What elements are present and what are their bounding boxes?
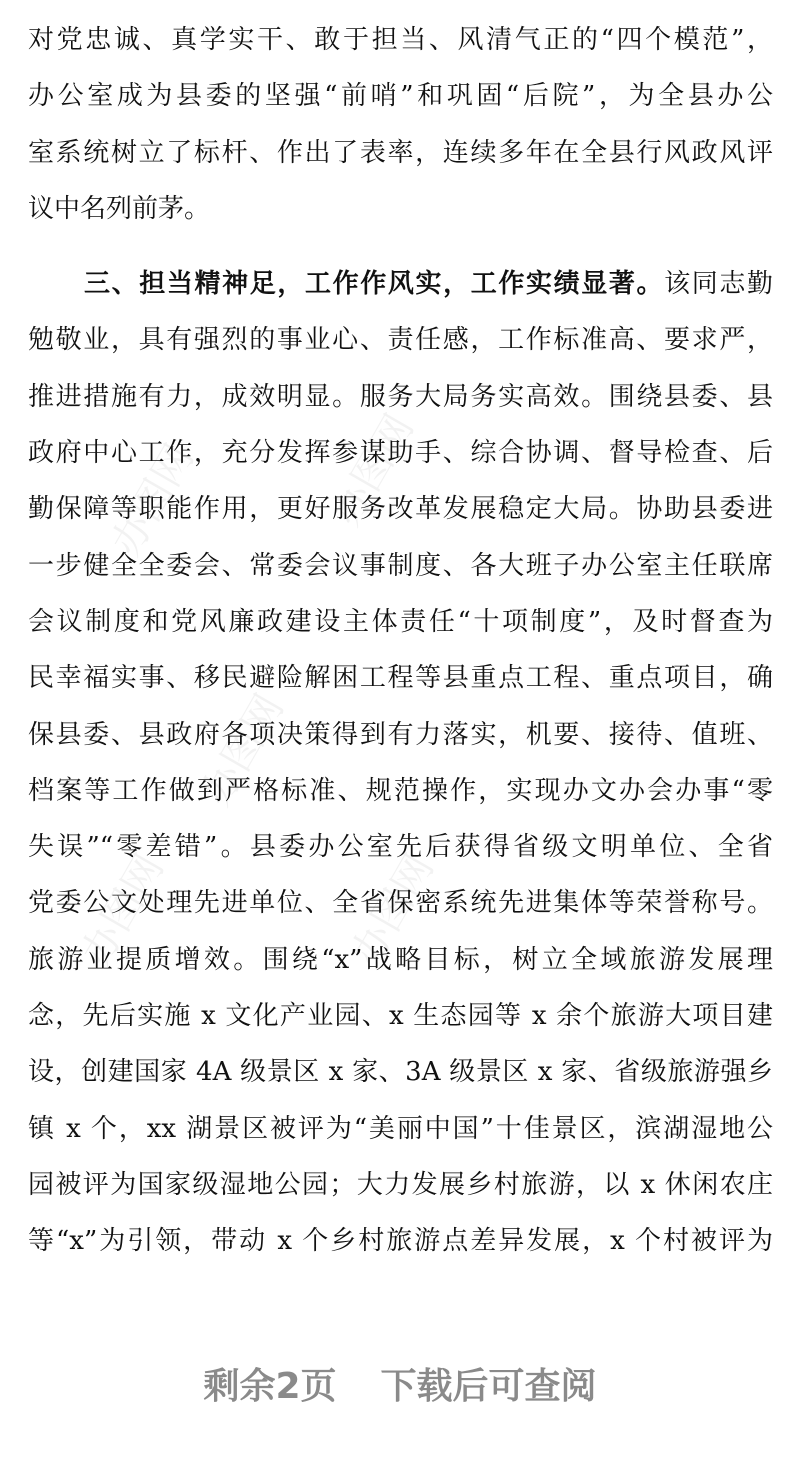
section-heading: 三、担当精神足，工作作风实，工作实绩显著。 [84, 269, 665, 300]
text-line: 勤保障等职能作用，更好服务改革发展稳定大局。协助县委进 [28, 494, 773, 525]
text-line: 一步健全全委会、常委会议事制度、各大班子办公室主任联席 [28, 550, 773, 581]
watermark: 办图网 [323, 406, 423, 534]
text-line: 对党忠诚、真学实干、敢于担当、风清气正的“四个模范”， [28, 25, 773, 55]
text-line: 议中名列前茅。 [28, 193, 211, 224]
text-line [28, 264, 773, 320]
text-line: 室系统树立了标杆、作出了表率，连续多年在全县行风政风评 [28, 137, 773, 168]
text-line: 保县委、县政府各项决策得到有力落实，机要、接待、值班、 [28, 719, 773, 750]
download-prompt[interactable] [0, 1358, 800, 1409]
text-line: 档案等工作做到严格标准、规范操作，实现办文办会办事“零 [28, 775, 773, 806]
watermark: 办图网 [343, 846, 443, 974]
text-line: 等“x”为引领，带动 x 个乡村旅游点差异发展，x 个村被评为 [28, 1226, 773, 1257]
paragraph-1 [28, 20, 773, 245]
text-line: 民幸福实事、移民避险解困工程等县重点工程、重点项目，确 [28, 663, 773, 694]
remaining-pages-label: 剩余2页 [203, 1366, 337, 1407]
text-line: 勉敬业，具有强烈的事业心、责任感，工作标准高、要求严， [28, 325, 773, 356]
text-line: 失误”“零差错”。县委办公室先后获得省级文明单位、全省 [28, 832, 773, 863]
paragraph-2 [28, 264, 773, 1277]
text-line: 园被评为国家级湿地公园；大力发展乡村旅游，以 x 休闲农庄 [28, 1169, 773, 1200]
watermark: 办图网 [193, 686, 293, 814]
watermark: 办图网 [103, 436, 203, 564]
download-hint-label: 下载后可查阅 [380, 1366, 597, 1407]
text-line: 旅游业提质增效。围绕“x”战略目标，树立全域旅游发展理 [28, 944, 773, 975]
text-line: 办公室成为县委的坚强“前哨”和巩固“后院”，为全县办公 [28, 81, 773, 112]
text-span: 该同志勤 [664, 269, 773, 300]
text-line: 念，先后实施 x 文化产业园、x 生态园等 x 余个旅游大项目建 [28, 1001, 773, 1032]
text-line: 会议制度和党风廉政建设主体责任“十项制度”，及时督查为 [28, 606, 773, 637]
text-line: 政府中心工作，充分发挥参谋助手、综合协调、督导检查、后 [28, 438, 773, 469]
text-line: 设，创建国家 4A 级景区 x 家、3A 级景区 x 家、省级旅游强乡 [28, 1057, 773, 1088]
watermark: 办图网 [73, 846, 173, 974]
document-page [28, 20, 773, 1278]
text-line: 推进措施有力，成效明显。服务大局务实高效。围绕县委、县 [28, 381, 773, 412]
text-line: 党委公文处理先进单位、全省保密系统先进集体等荣誉称号。 [28, 888, 773, 919]
text-line: 镇 x 个，xx 湖景区被评为“美丽中国”十佳景区，滨湖湿地公 [28, 1113, 773, 1144]
